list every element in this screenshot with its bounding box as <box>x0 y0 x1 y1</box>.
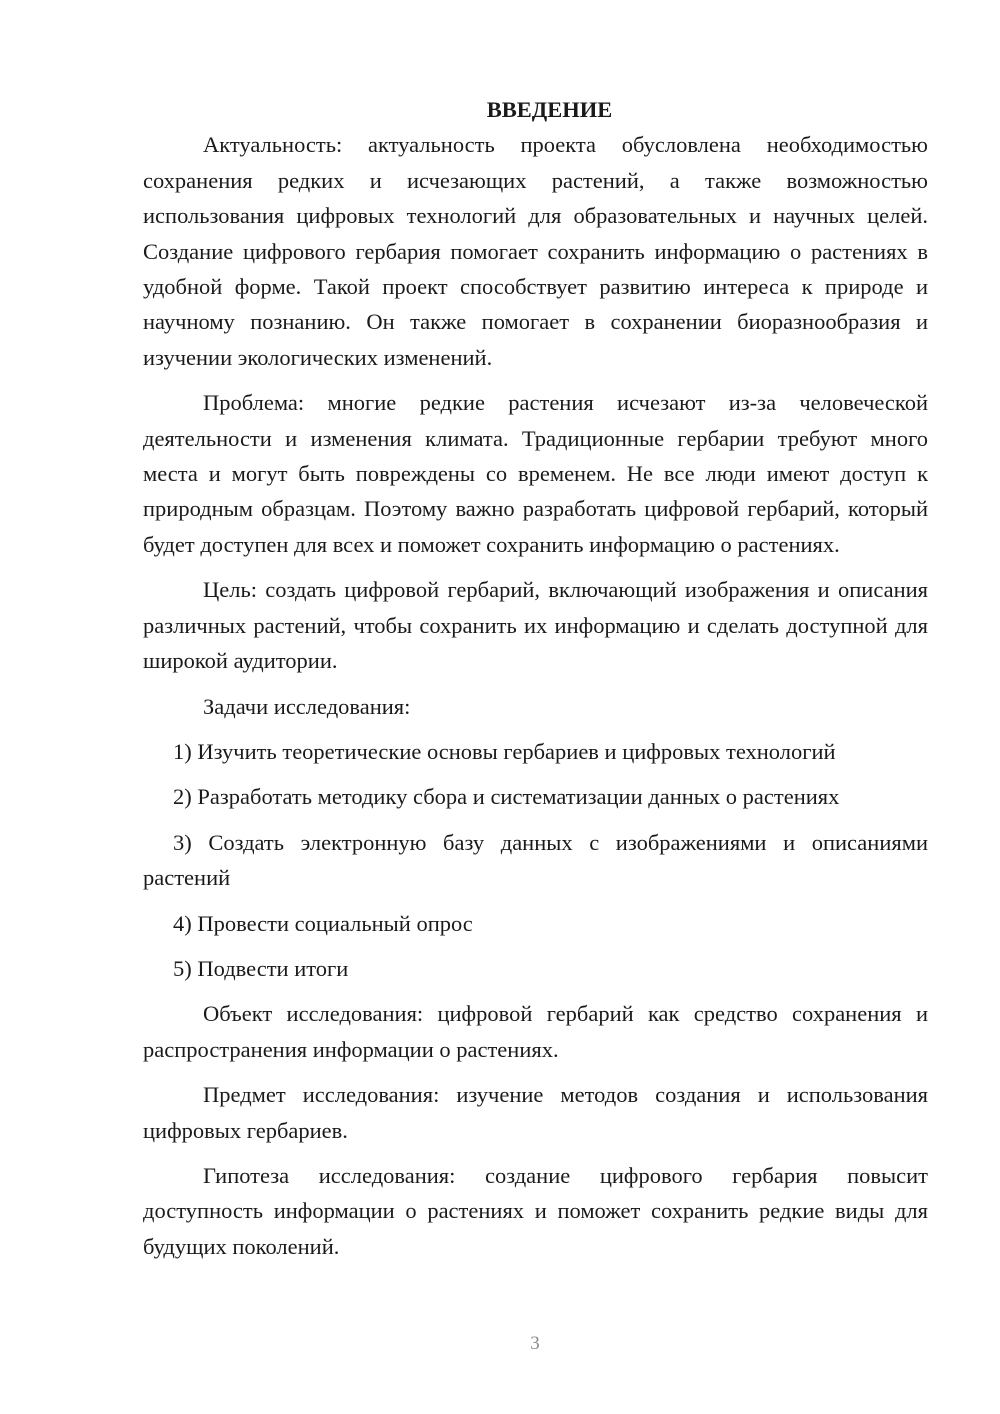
task-item-2: 2) Разработать методику сбора и систематизации данных о растениях <box>173 784 840 810</box>
paragraph-problem: Проблема: многие редкие растения исчезают из-за человеческой деятельности и изменения климата. Традиционные гербарии требуют много места и могут быть повреждены со временем. Не все люди имеют доступ к природным образцам. Поэтому важно разработать цифровой гербарий, который будет доступен для всех и поможет сохранить информацию о растениях. <box>143 390 928 557</box>
paragraph-hypothesis: Гипотеза исследования: создание цифрового гербария повысит доступность информации о растениях и поможет сохранить редкие виды для будущих поколений. <box>143 1162 928 1259</box>
task-item-3: 3) Создать электронную базу данных с изображениями и описаниями растений <box>143 829 928 891</box>
paragraph-object: Объект исследования: цифровой гербарий как средство сохранения и распространения информации о растениях. <box>143 1001 928 1062</box>
tasks-heading: Задачи исследования: <box>203 693 411 719</box>
document-page <box>143 92 928 1274</box>
paragraph-subject: Предмет исследования: изучение методов создания и использования цифровых гербариев. <box>143 1082 928 1143</box>
paragraph-goal: Цель: создать цифровой гербарий, включающий изображения и описания различных растений, чтобы сохранить их информацию и сделать доступной для широкой аудитории. <box>143 577 928 674</box>
task-item-1: 1) Изучить теоретические основы гербариев и цифровых технологий <box>173 738 836 764</box>
task-item-4: 4) Провести социальный опрос <box>173 910 473 936</box>
page-number: 3 <box>530 1333 540 1354</box>
page-title: ВВЕДЕНИЕ <box>486 97 613 122</box>
task-item-5: 5) Подвести итоги <box>173 955 349 981</box>
paragraph-relevance: Актуальность: актуальность проекта обусловлена необходимостью сохранения редких и исчезающих растений, а также возможностью использования цифровых технологий для образовательных и научных целей. Создание цифрового гербария помогает сохранить информацию о растениях в удобной форме. Такой проект способствует развитию интереса к природе и научному познанию. Он также помогает в сохранении биоразнообразия и изучении экологических изменений. <box>143 132 928 370</box>
